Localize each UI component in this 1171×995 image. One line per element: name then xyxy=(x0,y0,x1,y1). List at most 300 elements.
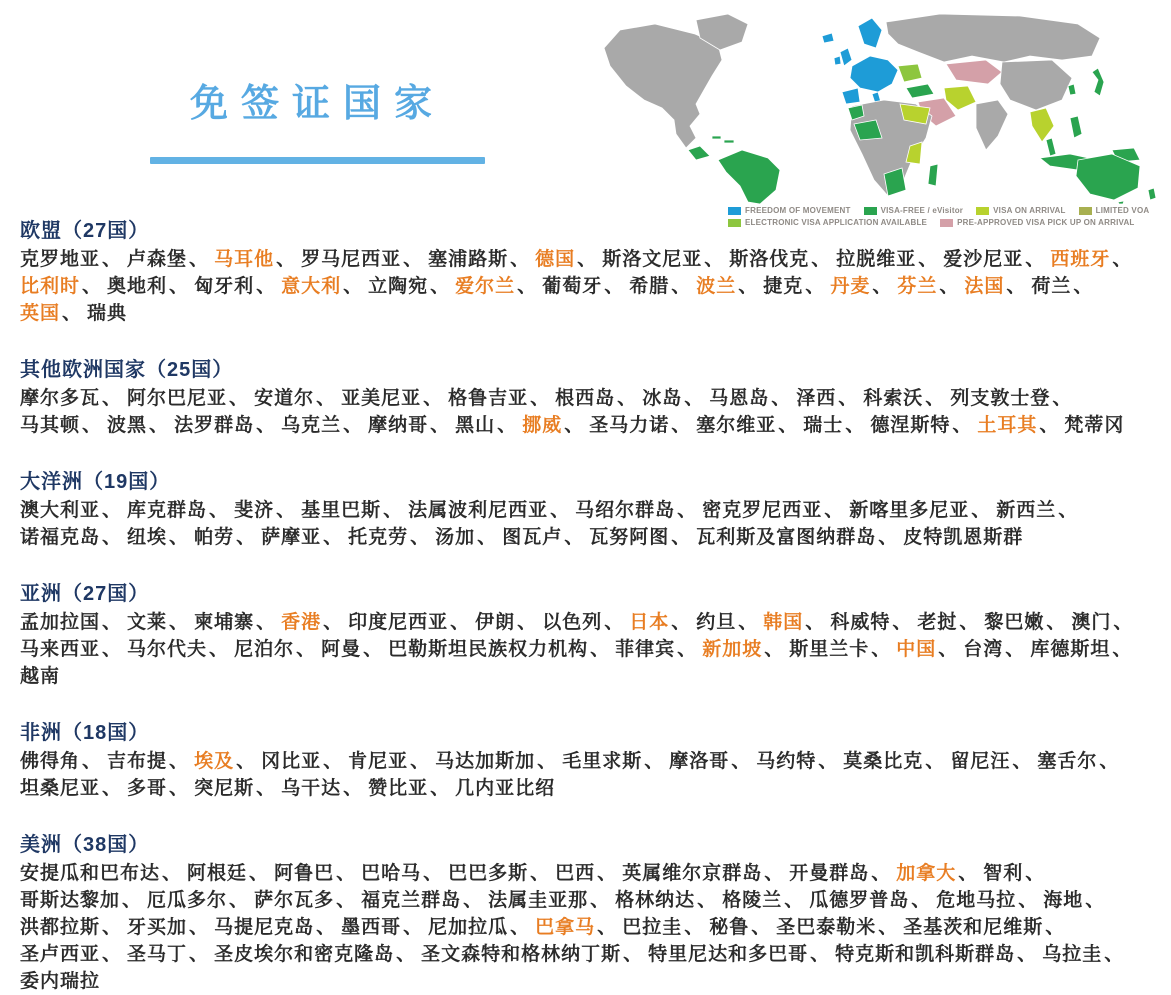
separator: 、 xyxy=(597,863,618,884)
separator: 、 xyxy=(564,415,585,436)
separator: 、 xyxy=(423,388,444,409)
separator: 、 xyxy=(872,276,893,297)
separator: 、 xyxy=(1006,276,1027,297)
country-name: 科威特 xyxy=(830,612,891,633)
country-name: 纽埃 xyxy=(127,527,168,548)
separator: 、 xyxy=(383,500,404,521)
region-heading: 美洲（38国） xyxy=(20,834,150,856)
world-map xyxy=(600,8,1165,204)
separator: 、 xyxy=(169,778,190,799)
separator: 、 xyxy=(316,917,337,938)
separator: 、 xyxy=(597,917,618,938)
country-name: 塞尔维亚 xyxy=(696,415,777,436)
country-name: 科索沃 xyxy=(863,388,924,409)
country-name: 肯尼亚 xyxy=(348,751,409,772)
country-name: 日本 xyxy=(629,612,670,633)
country-name: 柬埔寨 xyxy=(194,612,255,633)
country-list xyxy=(20,385,1151,439)
country-name: 乌拉圭 xyxy=(1042,944,1103,965)
country-name: 菲律宾 xyxy=(615,639,676,660)
separator: 、 xyxy=(764,639,785,660)
separator: 、 xyxy=(336,863,357,884)
country-name: 列支敦士登 xyxy=(950,388,1051,409)
country-name: 冈比亚 xyxy=(261,751,322,772)
country-name: 以色列 xyxy=(542,612,603,633)
country-name: 洪都拉斯 xyxy=(20,917,101,938)
country-name: 冰岛 xyxy=(642,388,683,409)
separator: 、 xyxy=(971,500,992,521)
legend-row-1 xyxy=(728,206,1165,215)
separator: 、 xyxy=(323,751,344,772)
page-title: 免签证国家 xyxy=(189,83,445,125)
separator: 、 xyxy=(671,612,692,633)
country-name: 佛得角 xyxy=(20,751,81,772)
legend-swatch xyxy=(728,207,741,215)
country-name: 福克兰群岛 xyxy=(361,890,462,911)
legend-item xyxy=(864,206,964,215)
map-ireland xyxy=(834,56,841,65)
separator: 、 xyxy=(102,527,123,548)
separator: 、 xyxy=(1058,500,1079,521)
separator: 、 xyxy=(396,944,417,965)
separator: 、 xyxy=(62,303,83,324)
separator: 、 xyxy=(343,778,364,799)
separator: 、 xyxy=(102,612,123,633)
separator: 、 xyxy=(169,527,190,548)
separator: 、 xyxy=(684,917,705,938)
separator: 、 xyxy=(316,388,337,409)
country-name: 土耳其 xyxy=(977,415,1038,436)
separator: 、 xyxy=(738,276,759,297)
country-name: 智利 xyxy=(983,863,1024,884)
separator: 、 xyxy=(604,276,625,297)
country-name: 韩国 xyxy=(763,612,804,633)
country-name: 摩纳哥 xyxy=(368,415,429,436)
country-name: 圣文森特和格林纳丁斯 xyxy=(421,944,622,965)
country-name: 塞舌尔 xyxy=(1037,751,1098,772)
separator: 、 xyxy=(463,890,484,911)
legend-swatch xyxy=(864,207,877,215)
separator: 、 xyxy=(82,276,103,297)
separator: 、 xyxy=(189,249,210,270)
separator: 、 xyxy=(256,778,277,799)
country-name: 意大利 xyxy=(281,276,342,297)
separator: 、 xyxy=(550,500,571,521)
country-name: 乌干达 xyxy=(281,778,342,799)
country-name: 莫桑比克 xyxy=(843,751,924,772)
legend-label: VISA ON ARRIVAL xyxy=(993,206,1066,215)
separator: 、 xyxy=(1012,751,1033,772)
separator: 、 xyxy=(731,751,752,772)
separator: 、 xyxy=(677,500,698,521)
country-name: 安道尔 xyxy=(254,388,315,409)
separator: 、 xyxy=(102,500,123,521)
separator: 、 xyxy=(677,639,698,660)
country-name: 泽西 xyxy=(796,388,837,409)
separator: 、 xyxy=(450,612,471,633)
country-name: 斯洛文尼亚 xyxy=(602,249,703,270)
separator: 、 xyxy=(323,612,344,633)
country-name: 巴哈马 xyxy=(361,863,422,884)
country-name: 马绍尔群岛 xyxy=(575,500,676,521)
country-name: 芬兰 xyxy=(897,276,938,297)
country-name: 德国 xyxy=(535,249,576,270)
country-name: 突尼斯 xyxy=(194,778,255,799)
separator: 、 xyxy=(738,612,759,633)
region-heading: 其他欧洲国家（25国） xyxy=(20,359,234,381)
country-name: 根西岛 xyxy=(555,388,616,409)
separator: 、 xyxy=(938,639,959,660)
country-name: 尼泊尔 xyxy=(234,639,295,660)
separator: 、 xyxy=(925,751,946,772)
separator: 、 xyxy=(102,639,123,660)
country-list xyxy=(20,860,1151,995)
separator: 、 xyxy=(671,527,692,548)
country-name: 新西兰 xyxy=(996,500,1057,521)
country-name: 巴勒斯坦民族权力机构 xyxy=(388,639,589,660)
country-name: 多哥 xyxy=(127,778,168,799)
separator: 、 xyxy=(811,249,832,270)
country-name: 梵蒂冈 xyxy=(1064,415,1125,436)
country-name: 圣巴泰勒米 xyxy=(776,917,877,938)
separator: 、 xyxy=(209,500,230,521)
country-name: 澳大利亚 xyxy=(20,500,101,521)
country-name: 马耳他 xyxy=(214,249,275,270)
separator: 、 xyxy=(363,639,384,660)
country-name: 希腊 xyxy=(629,276,670,297)
country-name: 瓜德罗普岛 xyxy=(809,890,910,911)
country-name: 西班牙 xyxy=(1050,249,1111,270)
country-name: 巴拉圭 xyxy=(622,917,683,938)
separator: 、 xyxy=(958,863,979,884)
country-name: 乌克兰 xyxy=(281,415,342,436)
separator: 、 xyxy=(824,500,845,521)
separator: 、 xyxy=(229,890,250,911)
legend-row-2 xyxy=(728,218,1165,227)
separator: 、 xyxy=(1112,249,1133,270)
separator: 、 xyxy=(1017,944,1038,965)
separator: 、 xyxy=(323,527,344,548)
legend-swatch xyxy=(728,219,741,227)
country-name: 海地 xyxy=(1043,890,1084,911)
country-name: 法国 xyxy=(964,276,1005,297)
country-name: 法罗群岛 xyxy=(174,415,255,436)
separator: 、 xyxy=(1018,890,1039,911)
region-section xyxy=(20,465,1151,551)
country-name: 香港 xyxy=(281,612,322,633)
separator: 、 xyxy=(149,415,170,436)
separator: 、 xyxy=(911,890,932,911)
country-name: 几内亚比绍 xyxy=(455,778,556,799)
map-tasmania xyxy=(1118,201,1124,204)
separator: 、 xyxy=(704,249,725,270)
country-name: 墨西哥 xyxy=(341,917,402,938)
separator: 、 xyxy=(236,527,257,548)
separator: 、 xyxy=(209,639,230,660)
country-name: 留尼汪 xyxy=(950,751,1011,772)
country-name: 特里尼达和多巴哥 xyxy=(648,944,809,965)
separator: 、 xyxy=(102,917,123,938)
separator: 、 xyxy=(82,751,103,772)
country-name: 瓦利斯及富图纳群岛 xyxy=(696,527,877,548)
country-name: 新喀里多尼亚 xyxy=(849,500,970,521)
country-name: 皮特凯恩斯群 xyxy=(903,527,1024,548)
country-name: 圣卢西亚 xyxy=(20,944,101,965)
country-name: 卢森堡 xyxy=(127,249,188,270)
separator: 、 xyxy=(1025,249,1046,270)
separator: 、 xyxy=(1073,276,1094,297)
region-heading: 大洋洲（19国） xyxy=(20,471,171,493)
country-name: 加拿大 xyxy=(896,863,957,884)
separator: 、 xyxy=(871,639,892,660)
country-name: 罗马尼西亚 xyxy=(301,249,402,270)
separator: 、 xyxy=(671,276,692,297)
separator: 、 xyxy=(918,249,939,270)
separator: 、 xyxy=(102,778,123,799)
separator: 、 xyxy=(838,388,859,409)
separator: 、 xyxy=(871,863,892,884)
separator: 、 xyxy=(430,276,451,297)
country-name: 阿尔巴尼亚 xyxy=(127,388,228,409)
separator: 、 xyxy=(577,249,598,270)
country-name: 波黑 xyxy=(107,415,148,436)
legend-swatch xyxy=(940,219,953,227)
separator: 、 xyxy=(517,612,538,633)
map-legend xyxy=(728,206,1165,227)
separator: 、 xyxy=(82,415,103,436)
separator: 、 xyxy=(169,751,190,772)
region-heading: 欧盟（27国） xyxy=(20,220,150,242)
title-underline xyxy=(150,157,485,164)
separator: 、 xyxy=(276,249,297,270)
country-name: 英国 xyxy=(20,303,61,324)
country-name: 爱沙尼亚 xyxy=(943,249,1024,270)
country-name: 比利时 xyxy=(20,276,81,297)
country-name: 约旦 xyxy=(696,612,737,633)
country-name: 丹麦 xyxy=(830,276,871,297)
separator: 、 xyxy=(510,249,531,270)
country-name: 中国 xyxy=(896,639,937,660)
country-name: 老挝 xyxy=(917,612,958,633)
separator: 、 xyxy=(189,944,210,965)
separator: 、 xyxy=(256,415,277,436)
separator: 、 xyxy=(590,639,611,660)
country-name: 法属波利尼西亚 xyxy=(408,500,549,521)
separator: 、 xyxy=(169,276,190,297)
separator: 、 xyxy=(189,917,210,938)
country-name: 马来西亚 xyxy=(20,639,101,660)
country-name: 圣基茨和尼维斯 xyxy=(903,917,1044,938)
map-caribbean xyxy=(724,140,734,143)
separator: 、 xyxy=(249,863,270,884)
separator: 、 xyxy=(102,388,123,409)
separator: 、 xyxy=(778,415,799,436)
separator: 、 xyxy=(684,388,705,409)
separator: 、 xyxy=(343,276,364,297)
separator: 、 xyxy=(236,751,257,772)
separator: 、 xyxy=(845,415,866,436)
page-header xyxy=(0,0,1171,227)
country-name: 黎巴嫩 xyxy=(984,612,1045,633)
separator: 、 xyxy=(336,890,357,911)
country-name: 圣皮埃尔和密克隆岛 xyxy=(214,944,395,965)
separator: 、 xyxy=(644,751,665,772)
country-name: 摩洛哥 xyxy=(669,751,730,772)
country-name: 萨摩亚 xyxy=(261,527,322,548)
separator: 、 xyxy=(784,890,805,911)
country-name: 阿根廷 xyxy=(187,863,248,884)
separator: 、 xyxy=(1099,751,1120,772)
country-name: 法属圭亚那 xyxy=(488,890,589,911)
country-name: 斯里兰卡 xyxy=(789,639,870,660)
country-name: 奥地利 xyxy=(107,276,168,297)
country-name: 密克罗尼西亚 xyxy=(702,500,823,521)
separator: 、 xyxy=(878,917,899,938)
separator: 、 xyxy=(430,778,451,799)
separator: 、 xyxy=(818,751,839,772)
separator: 、 xyxy=(1113,612,1134,633)
separator: 、 xyxy=(276,500,297,521)
separator: 、 xyxy=(805,612,826,633)
legend-label: PRE-APPROVED VISA PICK UP ON ARRIVAL xyxy=(957,218,1135,227)
separator: 、 xyxy=(771,388,792,409)
country-name: 台湾 xyxy=(963,639,1004,660)
country-name: 厄瓜多尔 xyxy=(147,890,228,911)
country-name: 亚美尼亚 xyxy=(341,388,422,409)
country-name: 毛里求斯 xyxy=(562,751,643,772)
separator: 、 xyxy=(1104,944,1125,965)
legend-label: FREEDOM OF MOVEMENT xyxy=(745,206,851,215)
separator: 、 xyxy=(564,527,585,548)
country-name: 危地马拉 xyxy=(936,890,1017,911)
country-name: 德涅斯特 xyxy=(870,415,951,436)
separator: 、 xyxy=(751,917,772,938)
country-name: 挪威 xyxy=(522,415,563,436)
country-name: 黑山 xyxy=(455,415,496,436)
country-name: 爱尔兰 xyxy=(455,276,516,297)
separator: 、 xyxy=(256,612,277,633)
separator: 、 xyxy=(229,388,250,409)
country-name: 瓦努阿图 xyxy=(589,527,670,548)
separator: 、 xyxy=(343,415,364,436)
country-name: 马达加斯加 xyxy=(435,751,536,772)
country-name: 基里巴斯 xyxy=(301,500,382,521)
country-name: 塞浦路斯 xyxy=(428,249,509,270)
country-name: 萨尔瓦多 xyxy=(254,890,335,911)
separator: 、 xyxy=(1085,890,1106,911)
country-name: 开曼群岛 xyxy=(789,863,870,884)
country-name: 瑞士 xyxy=(803,415,844,436)
country-list xyxy=(20,497,1151,551)
country-name: 新加坡 xyxy=(702,639,763,660)
legend-item xyxy=(940,218,1134,227)
separator: 、 xyxy=(810,944,831,965)
legend-label: ELECTRONIC VISA APPLICATION AVAILABLE xyxy=(745,218,928,227)
country-name: 图瓦卢 xyxy=(502,527,563,548)
country-name: 吉布提 xyxy=(107,751,168,772)
region-section xyxy=(20,828,1151,995)
separator: 、 xyxy=(530,388,551,409)
country-name: 斐济 xyxy=(234,500,275,521)
separator: 、 xyxy=(403,917,424,938)
legend-item xyxy=(728,218,927,227)
legend-label: LIMITED VOA xyxy=(1095,206,1150,215)
separator: 、 xyxy=(604,612,625,633)
region-section xyxy=(20,716,1151,802)
country-name: 马尔代夫 xyxy=(127,639,208,660)
country-name: 巴西 xyxy=(555,863,596,884)
country-name: 荷兰 xyxy=(1031,276,1072,297)
region-section xyxy=(20,353,1151,439)
country-name: 立陶宛 xyxy=(368,276,429,297)
separator: 、 xyxy=(510,917,531,938)
separator: 、 xyxy=(122,890,143,911)
country-name: 托克劳 xyxy=(348,527,409,548)
country-name: 拉脱维亚 xyxy=(836,249,917,270)
region-section xyxy=(20,214,1151,327)
separator: 、 xyxy=(623,944,644,965)
separator: 、 xyxy=(671,415,692,436)
separator: 、 xyxy=(410,751,431,772)
separator: 、 xyxy=(590,890,611,911)
country-name: 安提瓜和巴布达 xyxy=(20,863,161,884)
separator: 、 xyxy=(537,751,558,772)
country-name: 秘鲁 xyxy=(709,917,750,938)
region-heading: 亚洲（27国） xyxy=(20,583,150,605)
separator: 、 xyxy=(764,863,785,884)
separator: 、 xyxy=(517,276,538,297)
country-name: 伊朗 xyxy=(475,612,516,633)
separator: 、 xyxy=(892,612,913,633)
country-name: 瑞典 xyxy=(87,303,128,324)
legend-swatch xyxy=(1079,207,1092,215)
country-name: 圣马力诺 xyxy=(589,415,670,436)
country-name: 英属维尔京群岛 xyxy=(622,863,763,884)
separator: 、 xyxy=(952,415,973,436)
separator: 、 xyxy=(102,944,123,965)
country-name: 尼加拉瓜 xyxy=(428,917,509,938)
separator: 、 xyxy=(1005,639,1026,660)
separator: 、 xyxy=(1112,639,1133,660)
country-name: 摩尔多瓦 xyxy=(20,388,101,409)
world-map-block xyxy=(600,8,1165,230)
country-name: 马约特 xyxy=(756,751,817,772)
country-name: 格陵兰 xyxy=(722,890,783,911)
separator: 、 xyxy=(410,527,431,548)
country-name: 印度尼西亚 xyxy=(348,612,449,633)
country-name: 库德斯坦 xyxy=(1030,639,1111,660)
country-name: 斯洛伐克 xyxy=(729,249,810,270)
country-name: 文莱 xyxy=(127,612,168,633)
country-name: 特克斯和凯科斯群岛 xyxy=(835,944,1016,965)
country-name: 牙买加 xyxy=(127,917,188,938)
country-name: 格鲁吉亚 xyxy=(448,388,529,409)
country-name: 赞比亚 xyxy=(368,778,429,799)
legend-item xyxy=(728,206,851,215)
country-name: 澳门 xyxy=(1071,612,1112,633)
country-name: 格林纳达 xyxy=(615,890,696,911)
country-name: 帕劳 xyxy=(194,527,235,548)
separator: 、 xyxy=(1039,415,1060,436)
separator: 、 xyxy=(805,276,826,297)
country-name: 坦桑尼亚 xyxy=(20,778,101,799)
country-name: 波兰 xyxy=(696,276,737,297)
country-name: 阿鲁巴 xyxy=(274,863,335,884)
separator: 、 xyxy=(423,863,444,884)
separator: 、 xyxy=(925,388,946,409)
country-list xyxy=(20,748,1151,802)
country-name: 越南 xyxy=(20,666,61,687)
